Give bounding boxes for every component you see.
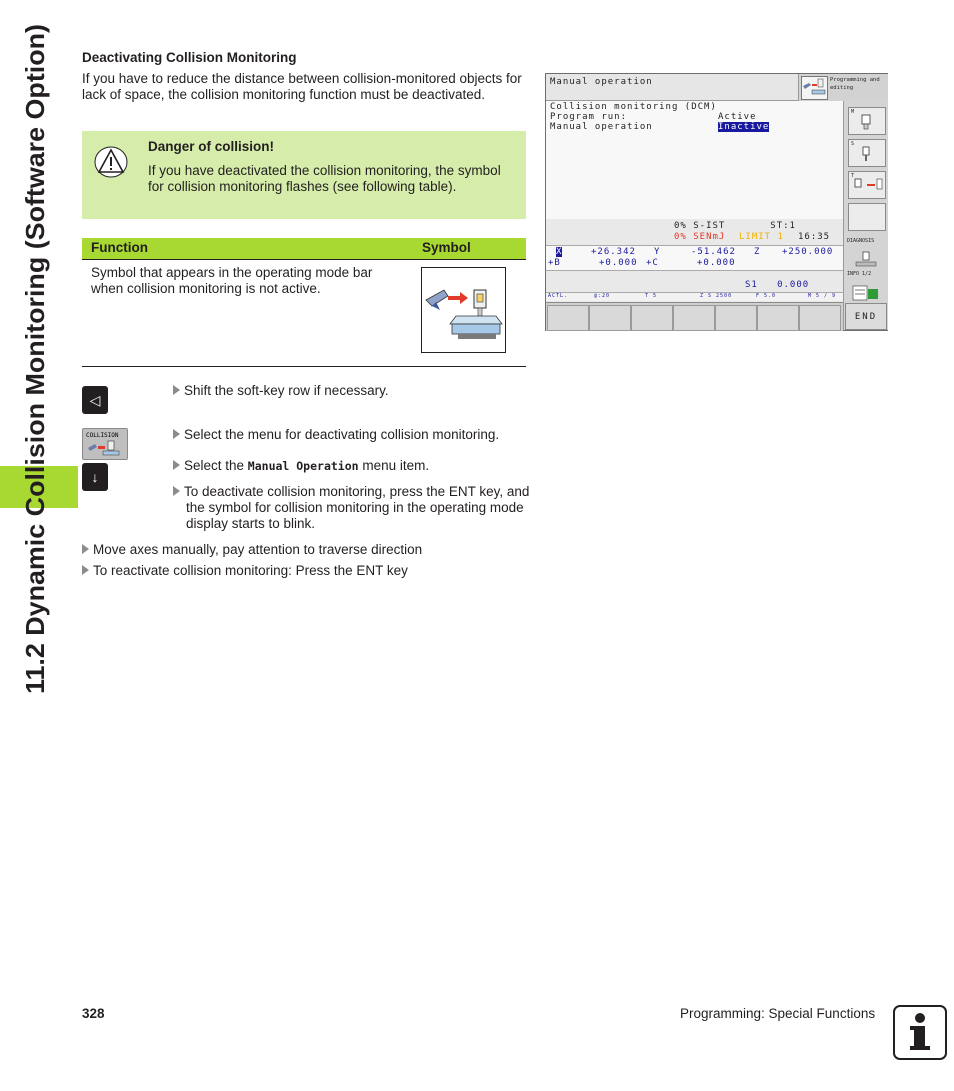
softkey-2[interactable] [589,305,631,331]
axis-y-label: Y [654,247,661,257]
table-divider [82,259,526,260]
table-bottom-rule [82,366,526,367]
cursor-down-key[interactable]: ↓ [82,463,108,491]
end-softkey[interactable]: END [845,303,887,330]
step-arrow-icon [82,565,89,575]
danger-text: If you have deactivated the collision monitoring, the symbol for collision monitoring flashes (see following table). [148,163,501,194]
axis-x-value: +26.342 [591,247,636,257]
table-header [82,238,526,259]
step-shift-row: Shift the soft-key row if necessary. [173,383,389,399]
info-label: INFO 1/2 [847,271,872,277]
axis-c-value: +0.000 [697,258,736,268]
status-area [546,219,843,299]
mode-title: Manual operation [550,77,653,87]
softkey-5[interactable] [715,305,757,331]
collision-mode-icon [801,76,828,100]
axis-z-value: +250.000 [782,247,834,257]
shift-softkey-row-key[interactable]: ◁ [82,386,108,414]
status-bottom-row: ACTL. @:20 T 5 Z S 2500 F 5.0 M 5 / 9 [546,292,843,301]
chapter-title-text: 11.2 Dynamic Collision Monitoring (Software Option) [20,45,50,694]
manual-operation-value[interactable]: Inactive [718,122,770,132]
mode-bar [546,74,798,101]
softkey-3[interactable] [631,305,673,331]
programming-mode-label: Programming and editing [830,77,880,91]
manual-operation-label: Manual operation [550,122,653,132]
intro-paragraph: If you have to reduce the distance between collision-monitored objects for lack of space, the collision monitoring function must be deactivated. [82,71,522,102]
step-arrow-icon [173,486,180,496]
axis-z-label: Z [754,247,761,257]
diagnosis-softkey[interactable] [848,245,884,267]
dcm-title: Collision monitoring (DCM) [550,102,717,112]
collision-softkey-icon [87,440,125,457]
program-run-value[interactable]: Active [718,112,757,122]
collision-off-symbol [421,267,506,353]
step-select-item: Select the Manual Operation menu item. [173,458,429,474]
chapter-title [14,14,56,694]
softkey-t[interactable]: T [848,171,886,199]
status-row-2-limit: LIMIT 1 [739,232,784,242]
warning-icon [94,146,128,178]
softkey-m[interactable]: M [848,107,886,135]
step-reactivate: To reactivate collision monitoring: Press the ENT key [82,563,408,579]
programming-mode-box [798,74,888,101]
footer-title: Programming: Special Functions [680,1006,876,1021]
axis-y-value: -51.462 [691,247,736,257]
collision-softkey[interactable] [82,428,128,460]
vertical-softkeys [843,101,888,330]
table-header-symbol: Symbol [422,240,471,255]
diagnosis-label: DIAGNOSIS [847,238,875,244]
horizontal-softkeys [546,302,843,331]
softkey-blank[interactable] [848,203,886,231]
softkey-4[interactable] [673,305,715,331]
status-row-1: 0% S-IST ST:1 [674,221,796,231]
step-arrow-icon [173,429,180,439]
step-move-axes: Move axes manually, pay attention to traverse direction [82,542,422,558]
info-softkey[interactable] [848,279,884,301]
collision-softkey-label: COLLISION [86,432,119,439]
section-heading: Deactivating Collision Monitoring [82,50,297,65]
danger-title: Danger of collision! [148,139,275,154]
control-screenshot [545,73,888,331]
axis-b-value: +0.000 [599,258,638,268]
collision-monitoring-icon [422,268,505,352]
softkey-7[interactable] [799,305,841,331]
step-arrow-icon [173,385,180,395]
step-arrow-icon [173,460,180,470]
step-press-ent: To deactivate collision monitoring, press the ENT key, and the symbol for collision monitoring in the operating mode display starts to blink. [173,484,541,532]
step-arrow-icon [82,544,89,554]
softkey-s[interactable]: S [848,139,886,167]
info-icon [893,1005,947,1060]
axis-b-label: +B [548,258,561,268]
axis-c-label: +C [646,258,659,268]
softkey-1[interactable] [547,305,589,331]
page-number: 328 [82,1006,105,1021]
axis-x-label: X [556,247,563,257]
status-row-2-time: 16:35 [798,232,831,242]
position-display [546,245,843,271]
softkey-6[interactable] [757,305,799,331]
step-select-menu: Select the menu for deactivating collision monitoring. [173,427,499,443]
dcm-window [546,101,843,219]
program-run-label: Program run: [550,112,628,122]
spindle-readout: S1 0.000 [745,280,810,290]
table-row-function: Symbol that appears in the operating mode bar when collision monitoring is not active. [91,265,373,296]
danger-box [82,131,526,219]
table-header-function: Function [91,240,148,255]
status-row-2-label: 0% SENmJ [674,232,726,242]
